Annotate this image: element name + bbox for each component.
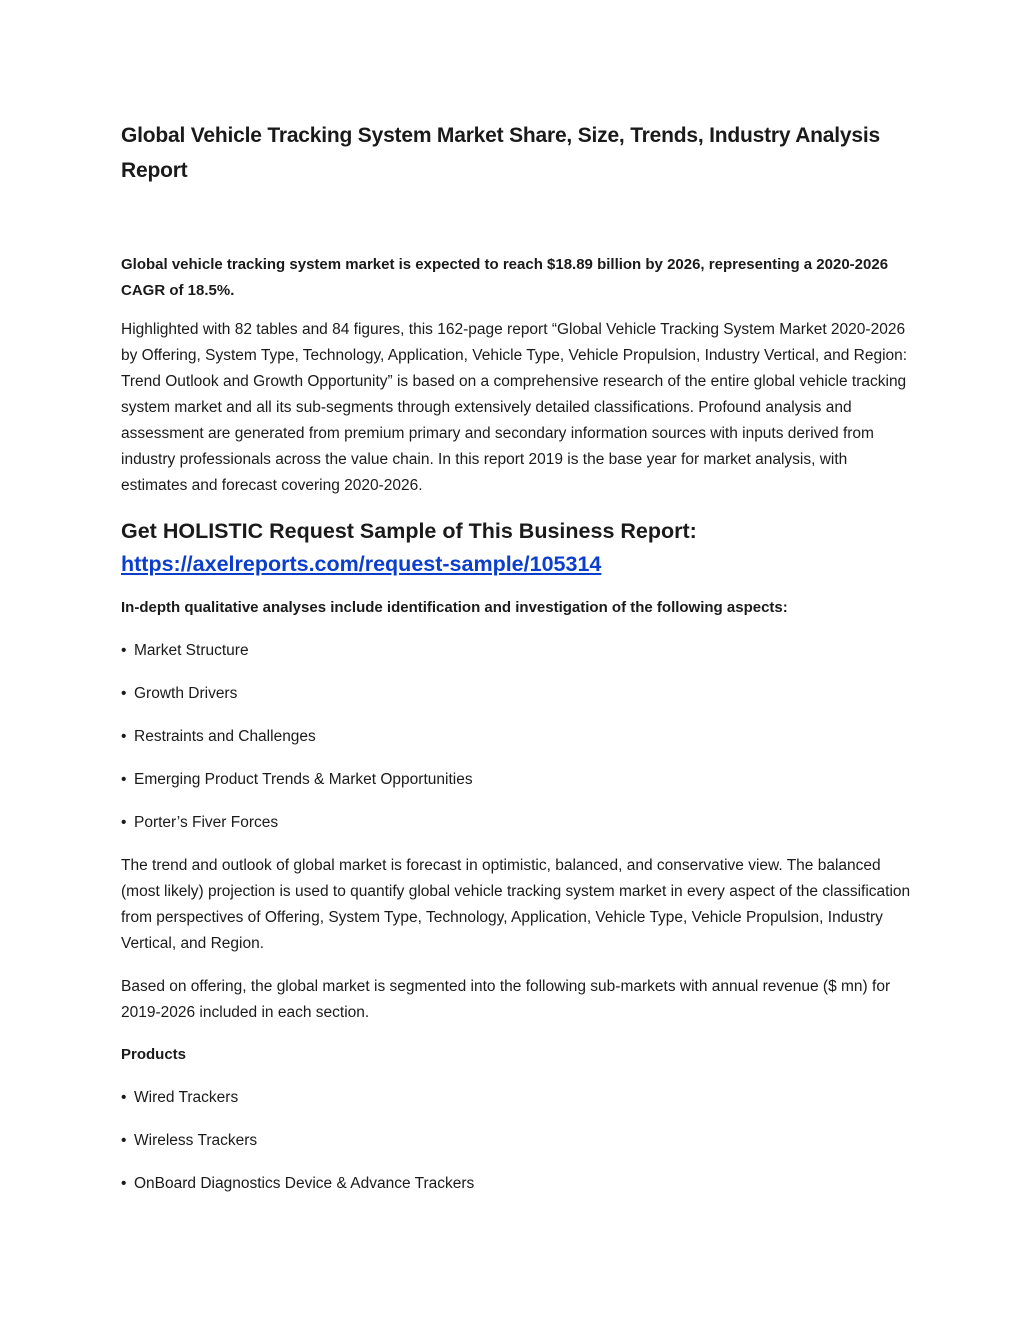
list-item-label: Porter’s Fiver Forces <box>134 814 279 831</box>
bullet-icon: • <box>121 728 127 745</box>
list-item-label: Growth Drivers <box>134 685 238 702</box>
bullet-icon: • <box>121 1132 127 1149</box>
offering-paragraph: Based on offering, the global market is segmented into the following sub-markets with annual revenue ($ mn) for 2019-2026 included in each section. <box>121 978 891 1021</box>
list-item <box>121 724 911 750</box>
bullet-icon: • <box>121 1089 127 1106</box>
bullet-icon: • <box>121 771 127 788</box>
bullet-icon: • <box>121 814 127 831</box>
lead-paragraph: Global vehicle tracking system market is expected to reach $18.89 billion by 2026, representing a 2020-2026 CAGR of 18.5%. <box>121 256 889 299</box>
products-heading: Products <box>121 1046 187 1063</box>
bullet-icon: • <box>121 642 127 659</box>
list-item-label: Restraints and Challenges <box>134 728 316 745</box>
sample-request-callout <box>121 515 911 581</box>
document-title: Global Vehicle Tracking System Market Share, Size, Trends, Industry Analysis Report <box>121 124 880 182</box>
list-item <box>121 1085 911 1111</box>
bullet-icon: • <box>121 1175 127 1192</box>
list-item <box>121 810 911 836</box>
list-item-label: Emerging Product Trends & Market Opportunities <box>134 771 473 788</box>
list-item <box>121 1171 911 1197</box>
list-item <box>121 681 911 707</box>
intro-paragraph: Highlighted with 82 tables and 84 figures, this 162-page report “Global Vehicle Tracking System Market 2020-2026 by Offering, System Type, Technology, Application, Vehicle Type, Vehicle Propulsion, Industry Vertical, and Region: Trend Outlook and Growth Opportunity” is based on a comprehensive research of the entire global vehicle tracking system market and all its sub-segments through extensively detailed classifications. Profound analysis and assessment are generated from premium primary and secondary information sources with inputs derived from industry professionals across the value chain. In this report 2019 is the base year for market analysis, with estimates and forecast covering 2020-2026. <box>121 321 908 494</box>
list-item-label: Market Structure <box>134 642 249 659</box>
aspects-heading: In-depth qualitative analyses include identification and investigation of the following aspects: <box>121 599 788 616</box>
cta-text: Get HOLISTIC Request Sample of This Business Report: <box>121 519 697 543</box>
outlook-paragraph: The trend and outlook of global market is forecast in optimistic, balanced, and conservative view. The balanced (most likely) projection is used to quantify global vehicle tracking system market in every aspect of the classification from perspectives of Offering, System Type, Technology, Application, Vehicle Type, Vehicle Propulsion, Industry Vertical, and Region. <box>121 857 911 952</box>
bullet-icon: • <box>121 685 127 702</box>
request-sample-link[interactable]: https://axelreports.com/request-sample/105314 <box>121 552 602 576</box>
document-page <box>121 118 911 1197</box>
list-item-label: Wired Trackers <box>134 1089 239 1106</box>
list-item-label: OnBoard Diagnostics Device & Advance Trackers <box>134 1175 475 1192</box>
list-item-label: Wireless Trackers <box>134 1132 258 1149</box>
list-item <box>121 767 911 793</box>
list-item <box>121 1128 911 1154</box>
list-item <box>121 638 911 664</box>
